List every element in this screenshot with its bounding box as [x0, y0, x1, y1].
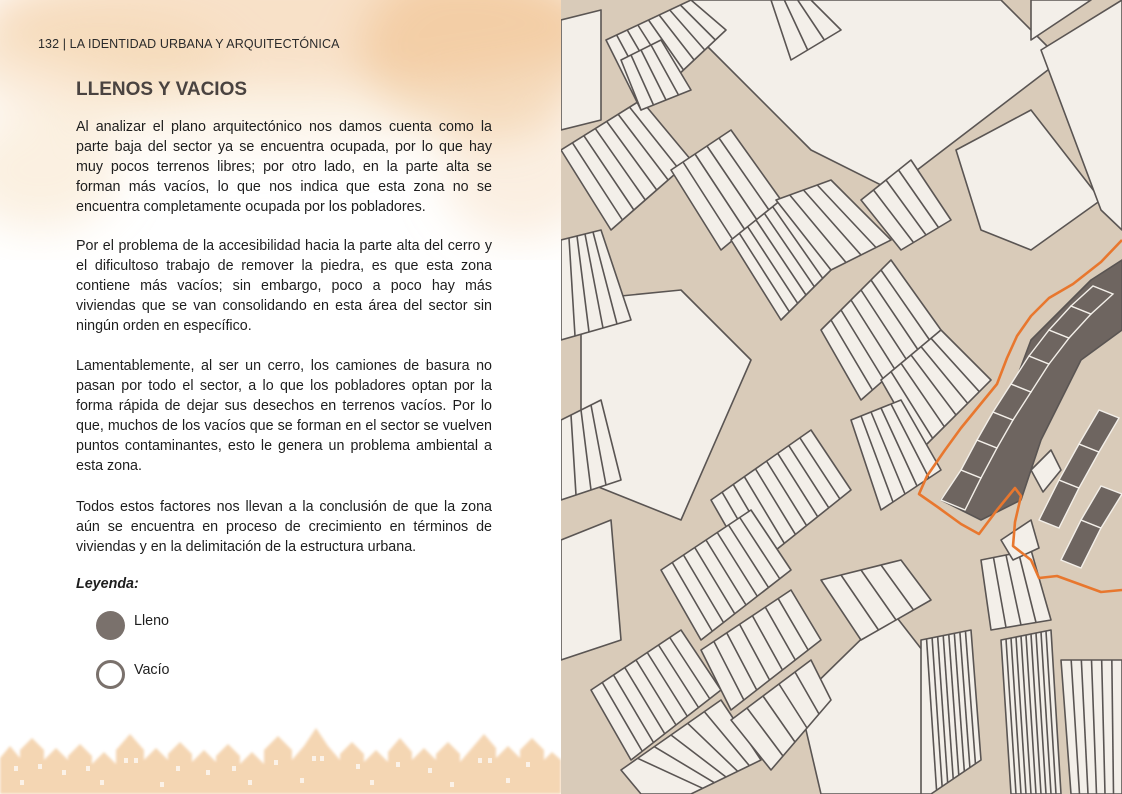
empty-block [561, 520, 621, 660]
legend-title: Leyenda: [76, 576, 139, 592]
section-title: LLENOS Y VACIOS [76, 79, 248, 100]
houses-skyline-illustration [0, 720, 561, 794]
empty-block [561, 10, 601, 130]
urban-fabric-map [561, 0, 1122, 794]
paragraph: Todos estos factores nos llevan a la conclusión de que la zona aún se encuentra en proceso de crecimiento en términos de viviendas y en la delimitación de la estructura urbana. [76, 499, 492, 556]
lots-map [561, 0, 1122, 794]
legend-filled-circle-icon [96, 611, 125, 640]
paragraph: Al analizar el plano arquitectónico nos damos cuenta como la parte baja del sector ya se encuentra ocupada, por lo que hay muy pocos terrenos libres; por otro lado, en la parte alta se forman más vacíos, lo que nos indica que esta zona no se encuentra completamente ocupada por los pobladores. [76, 119, 492, 216]
paragraph: Por el problema de la accesibilidad hacia la parte alta del cerro y el dificultoso trabajo de remover la piedra, es que esta zona contiene más vacíos; sin embargo, poco a poco hay más viviendas que se van consolidando en esta área del sector sin ningún orden en específico. [76, 238, 492, 335]
legend-empty-circle-icon [96, 660, 125, 689]
legend-label-vacio: Vacío [134, 662, 170, 678]
paragraph: Lamentablemente, al ser un cerro, los camiones de basura no pasan por todo el sector, a lo que los pobladores optan por la forma rápida de dejar sus desechos en terrenos vacíos. Por lo que, muchos de los vacíos que se forman en el sector se vuelven puntos contaminantes, esto le genera un problema ambiental a esta zona. [76, 358, 492, 475]
legend-label-lleno: Lleno [134, 613, 169, 629]
running-header: 132 | LA IDENTIDAD URBANA Y ARQUITECTÓNICA [38, 37, 340, 51]
